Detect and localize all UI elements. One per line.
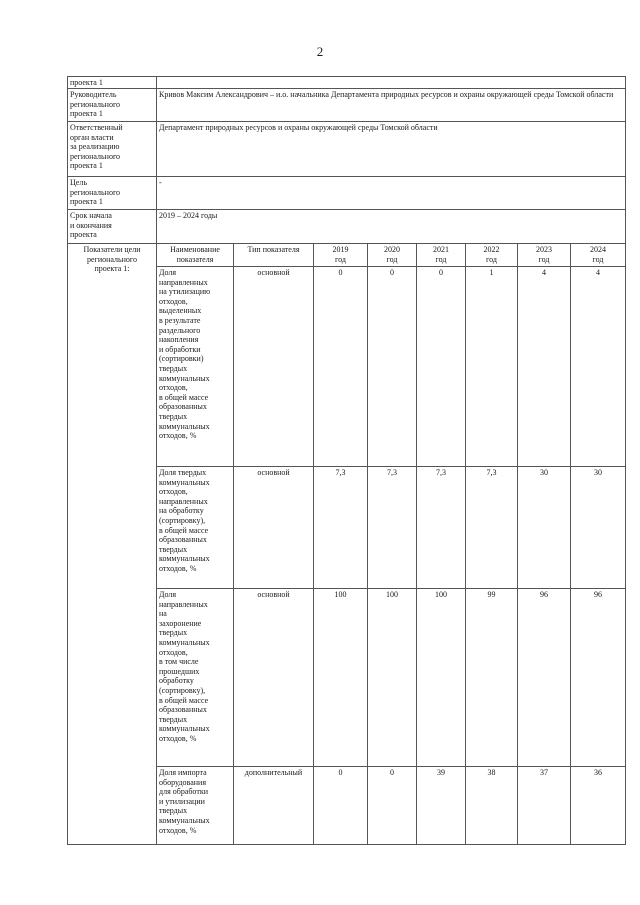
value-2020: 7,3 [368,467,417,589]
project-continuation-label: проекта 1 [68,77,157,89]
value-2020: 100 [368,589,417,767]
indicator-name: Доля твердых коммунальных отходов, направленных на обработку (сортировку), в общей массе образованных твердых коммунальных отходов, % [157,467,234,589]
indicator-name: Доля импорта оборудования для обработки и утилизации твердых коммунальных отходов, % [157,767,234,845]
value-2024: 4 [571,267,626,467]
value-2023: 30 [518,467,571,589]
value-2021: 7,3 [417,467,466,589]
page-number: 2 [316,44,324,59]
value-2019: 0 [314,767,368,845]
header-year-2021: 2021 год [417,244,466,267]
row-goal [68,177,626,210]
goal-value: - [157,177,626,210]
row-term [68,210,626,244]
value-2019: 100 [314,589,368,767]
indicators-section-label: Показатели цели регионального проекта 1: [68,244,157,845]
value-2019: 7,3 [314,467,368,589]
header-year-2019: 2019 год [314,244,368,267]
manager-label: Руководитель регионального проекта 1 [68,89,157,122]
responsible-value: Департамент природных ресурсов и охраны окружающей среды Томской области [157,122,626,177]
indicators-header-row [68,244,626,267]
goal-label: Цель регионального проекта 1 [68,177,157,210]
value-2022: 38 [466,767,518,845]
value-2022: 7,3 [466,467,518,589]
value-2022: 1 [466,267,518,467]
row-project-continuation [68,77,626,89]
value-2021: 100 [417,589,466,767]
value-2021: 39 [417,767,466,845]
value-2020: 0 [368,767,417,845]
indicator-type: дополнительный [234,767,314,845]
value-2022: 99 [466,589,518,767]
indicator-type: основной [234,589,314,767]
row-responsible [68,122,626,177]
header-year-2022: 2022 год [466,244,518,267]
indicator-name: Доля направленных на захоронение твердых коммунальных отходов, в том числе прошедших обработку (сортировку), в общей массе образованных твердых коммунальных отходов, % [157,589,234,767]
value-2023: 4 [518,267,571,467]
indicator-type: основной [234,267,314,467]
value-2023: 37 [518,767,571,845]
project-passport-table [67,76,626,845]
value-2024: 96 [571,589,626,767]
value-2023: 96 [518,589,571,767]
header-indicator-name: Наименование показателя [157,244,234,267]
value-2019: 0 [314,267,368,467]
header-indicator-type: Тип показателя [234,244,314,267]
header-year-2020: 2020 год [368,244,417,267]
manager-value: Кривов Максим Александрович – и.о. начальника Департамента природных ресурсов и охраны окружающей среды Томской области [157,89,626,122]
value-2021: 0 [417,267,466,467]
value-2024: 36 [571,767,626,845]
value-2024: 30 [571,467,626,589]
header-year-2024: 2024 год [571,244,626,267]
indicator-type: основной [234,467,314,589]
term-value: 2019 – 2024 годы [157,210,626,244]
project-continuation-value [157,77,626,89]
indicator-name: Доля направленных на утилизацию отходов, выделенных в результате раздельного накопления и обработки (сортировки) твердых коммунальных отходов, в общей массе образованных твердых коммунальных отходов, % [157,267,234,467]
responsible-label: Ответственный орган власти за реализацию регионального проекта 1 [68,122,157,177]
value-2020: 0 [368,267,417,467]
row-manager [68,89,626,122]
header-year-2023: 2023 год [518,244,571,267]
term-label: Срок начала и окончания проекта [68,210,157,244]
